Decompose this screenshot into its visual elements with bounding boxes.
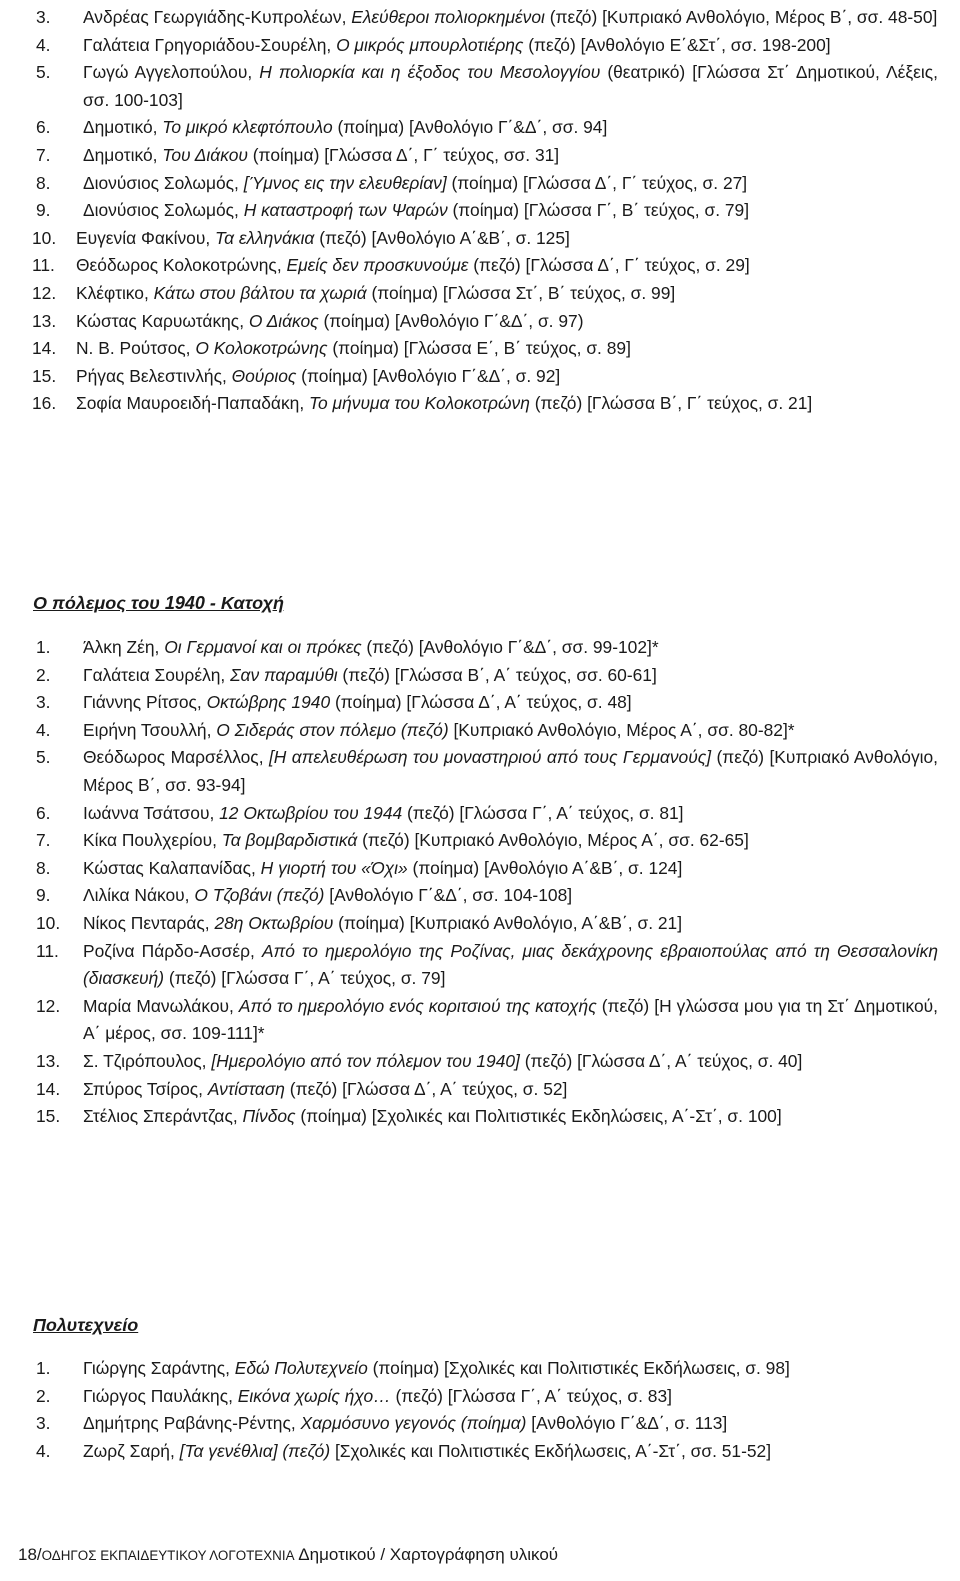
list-item	[32, 938, 938, 993]
work-title: [Ύμνος εις την ελευθερίαν]	[243, 172, 447, 193]
item-text	[83, 1410, 938, 1438]
work-title: Εικόνα χωρίς ήχο…	[237, 1385, 391, 1406]
work-title: Χαρμόσυνο γεγονός (ποίημα)	[300, 1413, 527, 1434]
citation-text: Ν. Β. Ρούτσος,	[76, 338, 196, 359]
citation-text: (πεζό) [Γλώσσα Δ΄, Γ΄ τεύχος, σ. 29]	[468, 255, 750, 276]
citation-text: (ποίημα) [Κυπριακό Ανθολόγιο, Α΄&Β΄, σ. 21]	[333, 912, 683, 933]
item-text	[83, 1438, 938, 1466]
ww2-occupation-list	[32, 634, 938, 1131]
list-item	[32, 142, 938, 170]
list-item	[32, 1103, 938, 1131]
item-text	[76, 252, 938, 280]
citation-text: Θεόδωρος Μαρσέλλος,	[83, 747, 269, 768]
citation-text: (πεζό) [Γλώσσα Γ΄, Α΄ τεύχος, σ. 81]	[402, 802, 684, 823]
item-text	[83, 634, 938, 662]
list-item	[32, 1438, 938, 1466]
citation-text: (πεζό) [Γλώσσα Γ΄, Α΄ τεύχος, σ. 79]	[164, 968, 446, 989]
work-title: Κάτω στου βάλτου τα χωριά	[153, 282, 367, 303]
item-text	[76, 363, 938, 391]
citation-text: (ποίημα) [Γλώσσα Ε΄, Β΄ τεύχος, σ. 89]	[327, 338, 631, 359]
item-number: 10.	[36, 912, 61, 933]
work-title: [Ημερολόγιο από τον πόλεμον του 1940]	[211, 1050, 520, 1071]
item-number: 5.	[36, 747, 51, 768]
citation-text: (πεζό) [Ανθολόγιο Ε΄&Στ΄, σσ. 198-200]	[523, 34, 831, 55]
item-number: 3.	[36, 692, 51, 713]
citation-text: (πεζό) [Κυπριακό Ανθολόγιο, Μέρος Β΄, σσ. 48-50]	[544, 7, 938, 27]
list-item	[32, 59, 938, 114]
work-title: Ο Σιδεράς στον πόλεμο (πεζό)	[216, 719, 449, 740]
citation-text: Γιώργος Παυλάκης,	[83, 1385, 238, 1406]
citation-text: (πεζό) [Ανθολόγιο Α΄&Β΄, σ. 125]	[314, 227, 570, 248]
citation-text: (ποίημα) [Σχολικές και Πολιτιστικές Εκδηλώσεις, Α΄-Στ΄, σ. 100]	[295, 1106, 782, 1127]
list-item	[32, 827, 938, 855]
item-number: 14.	[32, 338, 57, 359]
citation-text: Διονύσιος Σολωμός,	[83, 200, 244, 221]
list-item	[32, 308, 938, 336]
citation-text: (ποίημα) [Ανθολόγιο Γ΄&Δ΄, σ. 97)	[318, 310, 584, 331]
citation-text: (ποίημα) [Γλώσσα Δ΄, Γ΄ τεύχος, σσ. 31]	[247, 144, 560, 165]
citation-text: (θεατρικό) [Γλώσσα Στ΄ Δημοτικού, Λέξεις, σσ. 100-103]	[83, 62, 938, 110]
list-item	[32, 993, 938, 1048]
citation-text: (ποίημα) [Ανθολόγιο Γ΄&Δ΄, σ. 92]	[296, 365, 561, 386]
item-text	[83, 910, 938, 938]
list-item	[32, 634, 938, 662]
list-item	[32, 689, 938, 717]
citation-text: Γαλάτεια Γρηγοριάδου-Σουρέλη,	[83, 34, 337, 55]
work-title: 12 Οκτωβρίου του 1944	[219, 802, 403, 823]
citation-text: Κίκα Πουλχερίου,	[83, 830, 222, 851]
item-text	[76, 280, 938, 308]
list-item	[32, 32, 938, 60]
item-number: 4.	[36, 1440, 51, 1461]
citation-text: (πεζό) [Ανθολόγιο Γ΄&Δ΄, σσ. 99-102]*	[361, 637, 659, 657]
citation-text: [Ανθολόγιο Γ΄&Δ΄, σ. 113]	[526, 1413, 728, 1434]
citation-text: Δημήτρης Ραβάνης-Ρέντης,	[83, 1413, 301, 1434]
footer-title: ΟΔΗΓΟΣ ΕΚΠΑΙΔΕΥΤΙΚΟΥ ΛΟΓΟΤΕΧΝΙΑ	[41, 1548, 295, 1563]
item-text	[83, 855, 938, 883]
item-text	[83, 1355, 938, 1383]
citation-text: (ποίημα) [Γλώσσα Δ΄, Γ΄ τεύχος, σ. 27]	[446, 172, 748, 193]
work-title: Εδώ Πολυτεχνείο	[234, 1358, 368, 1378]
work-title: Η πολιορκία και η έξοδος του Μεσολογγίου	[259, 62, 601, 83]
citation-text: Κλέφτικο,	[76, 282, 154, 303]
item-text	[83, 827, 938, 855]
list-item	[32, 197, 938, 225]
item-number: 2.	[36, 664, 51, 685]
item-text	[83, 882, 938, 910]
item-text	[83, 938, 938, 993]
citation-text: Άλκη Ζέη,	[83, 637, 165, 657]
item-number: 15.	[36, 1106, 61, 1127]
citation-text: (ποίημα) [Σχολικές και Πολιτιστικές Εκδήλωσεις, σ. 98]	[367, 1358, 790, 1378]
work-title: Αντίσταση	[207, 1078, 285, 1099]
item-number: 12.	[36, 995, 61, 1016]
item-text	[83, 170, 938, 198]
work-title: [Η απελευθέρωση του μοναστηριού από τους Γερμανούς]	[268, 747, 712, 768]
list-item	[32, 114, 938, 142]
item-number: 5.	[36, 62, 51, 83]
item-number: 6.	[36, 802, 51, 823]
section-title-ww2-occupation: Ο πόλεμος του 1940 - Κατοχή	[33, 593, 284, 613]
item-text	[83, 662, 938, 690]
item-number: 13.	[32, 310, 57, 331]
list-item	[32, 363, 938, 391]
work-title: Εμείς δεν προσκυνούμε	[286, 255, 469, 276]
citation-text: Ιωάννα Τσάτσου,	[83, 802, 220, 823]
section-title-polytechnic: Πολυτεχνείο	[33, 1315, 139, 1335]
citation-text: Ζωρζ Σαρή,	[83, 1440, 180, 1461]
work-title: [Τα γενέθλια] (πεζό)	[179, 1440, 331, 1461]
item-number: 3.	[36, 7, 51, 27]
citation-text: Ευγενία Φακίνου,	[76, 227, 216, 248]
item-text	[83, 59, 938, 114]
list-item	[32, 882, 938, 910]
work-title: Πίνδος	[242, 1106, 296, 1127]
list-item	[32, 252, 938, 280]
item-text	[83, 197, 938, 225]
work-title: Ελεύθεροι πολιορκημένοι	[351, 7, 545, 27]
citation-text: Σοφία Μαυροειδή-Παπαδάκη,	[76, 393, 310, 414]
citation-text: Θεόδωρος Κολοκοτρώνης,	[76, 255, 287, 276]
citation-text: (πεζό) [Γλώσσα Δ΄, Α΄ τεύχος, σ. 40]	[519, 1050, 803, 1071]
item-text	[83, 114, 938, 142]
list-item	[32, 1048, 938, 1076]
citation-text: (ποίημα) [Γλώσσα Γ΄, Β΄ τεύχος, σ. 79]	[447, 200, 750, 221]
work-title: Η γιορτή του «Όχι»	[260, 857, 408, 878]
citation-text: Σπύρος Τσίρος,	[83, 1078, 208, 1099]
list-item	[32, 662, 938, 690]
citation-text: Στέλιος Σπεράντζας,	[83, 1106, 243, 1127]
work-title: Τα ελληνάκια	[215, 227, 315, 248]
work-title: Το μικρό κλεφτόπουλο	[162, 117, 333, 138]
citation-text: (ποίημα) [Γλώσσα Δ΄, Α΄ τεύχος, σ. 48]	[330, 692, 632, 713]
citation-text: (πεζό) [Η γλώσσα μου για τη Στ΄ Δημοτικού, Α΄ μέρος, σσ. 109-111]*	[83, 995, 938, 1044]
list-item	[32, 170, 938, 198]
work-title: Σαν παραμύθι	[230, 664, 338, 685]
work-title: Τα βομβαρδιστικά	[221, 830, 358, 851]
list-item	[32, 910, 938, 938]
work-title: Ο Διάκος	[248, 310, 319, 331]
citation-text: Γωγώ Αγγελοπούλου,	[83, 62, 260, 83]
item-text	[83, 1076, 938, 1104]
page-footer	[18, 1545, 558, 1565]
work-title: Το μήνυμα του Κολοκοτρώνη	[309, 393, 530, 414]
item-number: 2.	[36, 1385, 51, 1406]
citation-text: (ποίημα) [Ανθολόγιο Γ΄&Δ΄, σσ. 94]	[332, 117, 608, 138]
item-text	[76, 308, 938, 336]
work-title: Από το ημερολόγιο ενός κοριτσιού της κατοχής	[238, 995, 597, 1016]
item-number: 1.	[36, 637, 51, 657]
footer-separator: /	[36, 1545, 42, 1564]
item-text	[83, 142, 938, 170]
item-number: 8.	[36, 857, 51, 878]
item-text	[83, 993, 938, 1048]
work-title: Ο Τζοβάνι (πεζό)	[194, 885, 325, 906]
item-number: 3.	[36, 1413, 51, 1434]
citation-text: [Κυπριακό Ανθολόγιο, Μέρος Α΄, σσ. 80-82]*	[448, 719, 795, 740]
item-number: 15.	[32, 365, 57, 386]
item-number: 6.	[36, 117, 51, 138]
item-number: 1.	[36, 1358, 51, 1378]
list-item	[32, 280, 938, 308]
list-item	[32, 1076, 938, 1104]
citation-text: Διονύσιος Σολωμός,	[83, 172, 244, 193]
citation-text: Νίκος Πενταράς,	[83, 912, 215, 933]
item-number: 7.	[36, 830, 51, 851]
list-item	[32, 800, 938, 828]
citation-text: [Ανθολόγιο Γ΄&Δ΄, σσ. 104-108]	[324, 885, 573, 906]
citation-text: (πεζό) [Κυπριακό Ανθολόγιο, Μέρος Β΄, σσ. 93-94]	[83, 747, 939, 795]
citation-text: (ποίημα) [Γλώσσα Στ΄, Β΄ τεύχος, σ. 99]	[366, 282, 676, 303]
list-item	[32, 390, 938, 418]
list-item	[32, 335, 938, 363]
citation-text: Κώστας Καρυωτάκης,	[76, 310, 249, 331]
item-number: 11.	[36, 940, 59, 961]
item-number: 14.	[36, 1078, 61, 1099]
citation-text: [Σχολικές και Πολιτιστικές Εκδήλωσεις, Α΄-Στ΄, σσ. 51-52]	[330, 1440, 772, 1461]
citation-text: Ανδρέας Γεωργιάδης-Κυπρολέων,	[83, 7, 352, 27]
citation-text: (πεζό) [Γλώσσα Β΄, Α΄ τεύχος, σσ. 60-61]	[337, 664, 657, 685]
item-number: 12.	[32, 282, 57, 303]
item-text	[76, 390, 938, 418]
item-number: 11.	[32, 255, 55, 276]
citation-text: Σ. Τζιρόπουλος,	[83, 1050, 212, 1071]
work-title: Του Διάκου	[162, 144, 248, 165]
list-item	[32, 225, 938, 253]
item-number: 10.	[32, 227, 57, 248]
list-item	[32, 1410, 938, 1438]
page-number: 18	[18, 1545, 37, 1564]
footer-subtitle: Δημοτικού / Χαρτογράφηση υλικού	[294, 1545, 559, 1564]
item-text	[83, 1383, 938, 1411]
item-text	[83, 744, 938, 799]
work-title: Οκτώβρης 1940	[206, 692, 331, 713]
item-text	[83, 4, 938, 32]
item-number: 4.	[36, 34, 51, 55]
citation-text: Γαλάτεια Σουρέλη,	[83, 664, 231, 685]
citation-text: (πεζό) [Γλώσσα Δ΄, Α΄ τεύχος, σ. 52]	[284, 1078, 568, 1099]
work-title: Θούριος	[231, 365, 297, 386]
work-title: Από το ημερολόγιο της Ροζίνας, μιας δεκάχρονης εβραιοπούλας από τη Θεσσαλονίκη (διασκευή)	[83, 940, 938, 989]
work-title: Ο Κολοκοτρώνης	[195, 338, 328, 359]
work-title: Οι Γερμανοί και οι πρόκες	[164, 637, 362, 657]
item-number: 7.	[36, 144, 51, 165]
item-text	[83, 1048, 938, 1076]
item-text	[83, 800, 938, 828]
item-number: 16.	[32, 393, 57, 414]
list-item	[32, 4, 938, 32]
work-title: Ο μικρός μπουρλοτιέρης	[336, 34, 524, 55]
citation-text: (ποίημα) [Ανθολόγιο Α΄&Β΄, σ. 124]	[407, 857, 683, 878]
citation-text: Μαρία Μανωλάκου,	[83, 995, 239, 1016]
work-title: 28η Οκτωβρίου	[214, 912, 334, 933]
list-item	[32, 855, 938, 883]
item-text	[83, 717, 938, 745]
item-text	[83, 1103, 938, 1131]
citation-text: Λιλίκα Νάκου,	[83, 885, 195, 906]
citation-text: Ροζίνα Πάρδο-Ασσέρ,	[83, 940, 262, 961]
polytechnic-list	[32, 1355, 938, 1465]
list-item	[32, 1355, 938, 1383]
list-item	[32, 1383, 938, 1411]
work-title: Η καταστροφή των Ψαρών	[243, 200, 448, 221]
list-item	[32, 717, 938, 745]
item-number: 8.	[36, 172, 51, 193]
citation-text: Δημοτικό,	[83, 144, 163, 165]
revolution-1821-list	[32, 4, 938, 418]
citation-text: Δημοτικό,	[83, 117, 163, 138]
item-number: 9.	[36, 885, 51, 906]
list-item	[32, 744, 938, 799]
item-number: 13.	[36, 1050, 61, 1071]
citation-text: (πεζό) [Γλώσσα Γ΄, Α΄ τεύχος, σ. 83]	[390, 1385, 672, 1406]
item-number: 9.	[36, 200, 51, 221]
item-number: 4.	[36, 719, 51, 740]
item-text	[83, 32, 938, 60]
citation-text: (πεζό) [Κυπριακό Ανθολόγιο, Μέρος Α΄, σσ. 62-65]	[357, 830, 749, 851]
citation-text: Κώστας Καλαπανίδας,	[83, 857, 261, 878]
citation-text: (πεζό) [Γλώσσα Β΄, Γ΄ τεύχος, σ. 21]	[529, 393, 813, 414]
citation-text: Ειρήνη Τσουλλή,	[83, 719, 217, 740]
citation-text: Ρήγας Βελεστινλής,	[76, 365, 232, 386]
item-text	[83, 689, 938, 717]
citation-text: Γιάννης Ρίτσος,	[83, 692, 207, 713]
item-text	[76, 335, 938, 363]
citation-text: Γιώργης Σαράντης,	[83, 1358, 235, 1378]
item-text	[76, 225, 938, 253]
